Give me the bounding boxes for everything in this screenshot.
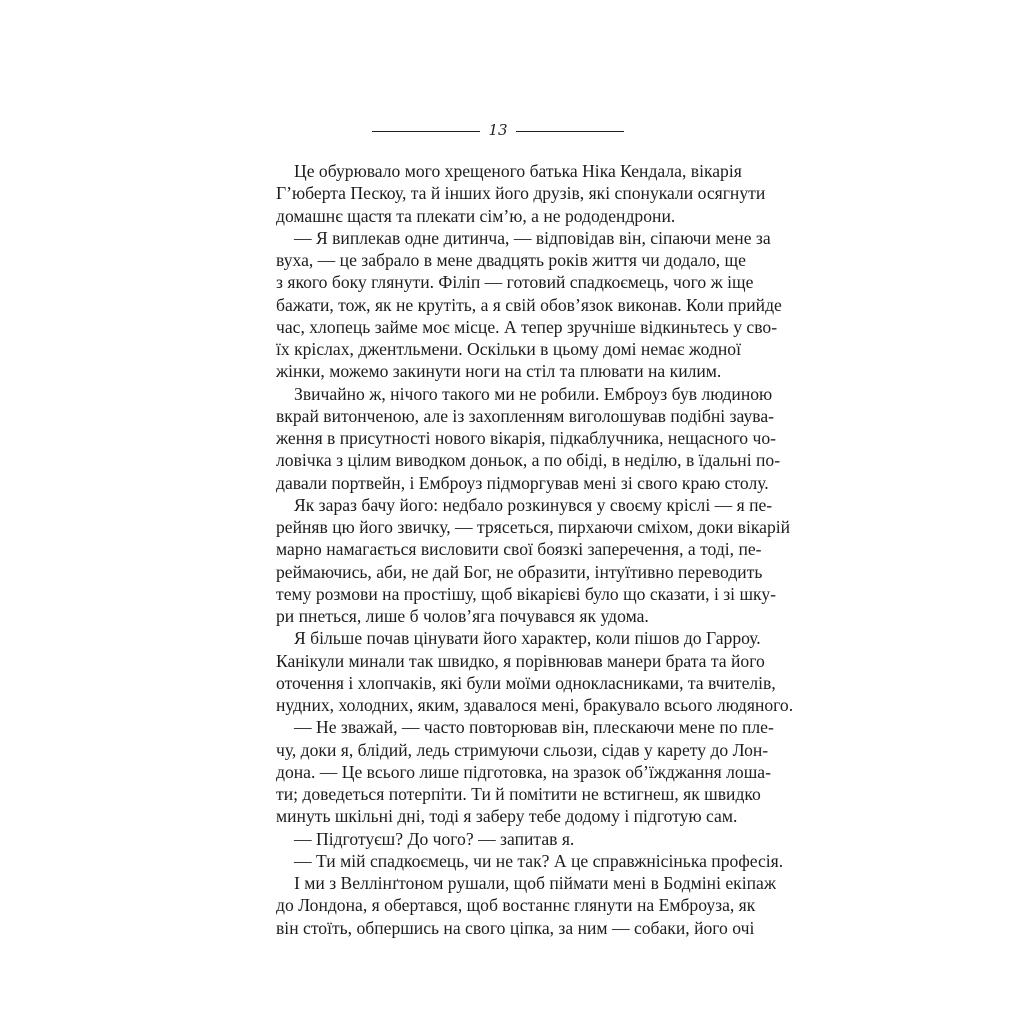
text-line: Канікули минали так швидко, я порівнював манери брата та його — [276, 650, 765, 671]
text-line: жінки, можемо закинути ноги на стіл та плювати на килим. — [276, 361, 722, 382]
text-line: їх кріслах, джентльмени. Оскільки в цьому домі немає жодної — [276, 339, 741, 359]
text-line: минуть шкільні дні, тоді я заберу тебе додому і підготую сам. — [276, 806, 738, 827]
text-line: Звичайно ж, нічого такого ми не робили. Емброуз був людиною — [294, 383, 773, 404]
text-line: оточення і хлопчаків, які були моїми однокласниками, та вчителів, — [276, 672, 776, 693]
page-header — [372, 119, 624, 143]
text-line: він стоїть, обпершись на свого ціпка, за ним — собаки, його очі — [276, 917, 755, 938]
text-line: тему розмови на простішу, щоб вікарієві було що сказати, і зі шку- — [276, 583, 776, 604]
text-line: реймаючись, аби, не дай Бог, не образити, інтуїтивно переводить — [276, 561, 763, 582]
text-line: чу, доки я, блідий, ледь стримуючи сльози, сідав у карету до Лон- — [276, 739, 769, 760]
text-line: Г’юберта Пескоу, та й інших його друзів, які спонукали осягнути — [276, 183, 766, 204]
text-line: домашнє щастя та плекати сім’ю, а не рододендрони. — [276, 205, 676, 226]
text-line: з якого боку глянути. Філіп — готовий спадкоємець, чого ж іще — [276, 272, 754, 293]
text-line: — Підготуєш? До чого? — запитав я. — [294, 828, 575, 849]
text-line: давали портвейн, і Емброуз підморгував мені зі свого краю столу. — [276, 472, 769, 493]
text-line: нудних, холодних, яким, здавалося мені, бракувало всього людяного. — [276, 695, 794, 715]
text-line: бажати, тож, як не крутіть, а я свій обов’язок виконав. Коли прийде — [276, 294, 782, 315]
text-line: до Лондона, я обертався, щоб востаннє глянути на Емброуза, як — [276, 895, 756, 916]
text-line: ловічка з цілим виводком доньок, а по обіді, в неділю, в їдальні по- — [276, 450, 781, 471]
text-line: ти; доведеться потерпіти. Ти й помітити не встигнеш, як швидко — [276, 784, 761, 804]
text-line: Як зараз бачу його: недбало розкинувся у своєму кріслі — я пе- — [294, 494, 773, 515]
body-text — [276, 160, 794, 939]
text-line: дона. — Це всього лише підготовка, на зразок об’їжджання лоша- — [276, 761, 771, 782]
text-line: Я більше почав цінувати його характер, коли пішов до Гарроу. — [294, 628, 761, 649]
text-line: — Я виплекав одне дитинча, — відповідав він, сіпаючи мене за — [294, 227, 771, 248]
text-line: — Ти мій спадкоємець, чи не так? А це справжнісінька професія. — [294, 850, 784, 871]
text-line: — Не зважай, — часто повторював він, плескаючи мене по пле- — [294, 717, 774, 738]
text-line: вкрай витонченою, але із захопленням виголошував подібні заува- — [276, 405, 774, 426]
page-number: 13 — [488, 121, 508, 139]
text-line: вуха, — це забрало в мене двадцять років життя чи додало, ще — [276, 250, 746, 270]
text-line: час, хлопець займе моє місце. А тепер зручніше відкиньтесь у сво- — [276, 316, 778, 337]
header-rule-right — [516, 131, 624, 132]
text-line: ження в присутності нового вікарія, підкаблучника, нещасного чо- — [276, 428, 776, 448]
header-rule-left — [372, 131, 480, 132]
text-line: Це обурювало мого хрещеного батька Ніка Кендала, вікарія — [294, 161, 742, 181]
text-line: рейняв цю його звичку, — трясеться, пирхаючи сміхом, доки вікарій — [276, 517, 791, 537]
text-line: І ми з Веллінґтоном рушали, щоб піймати мені в Бодміні екіпаж — [294, 873, 776, 893]
text-line: ри пнеться, лише б чолов’яга почувався як удома. — [276, 606, 649, 626]
text-line: марно намагається висловити свої боязкі заперечення, а тоді, пе- — [276, 539, 762, 560]
